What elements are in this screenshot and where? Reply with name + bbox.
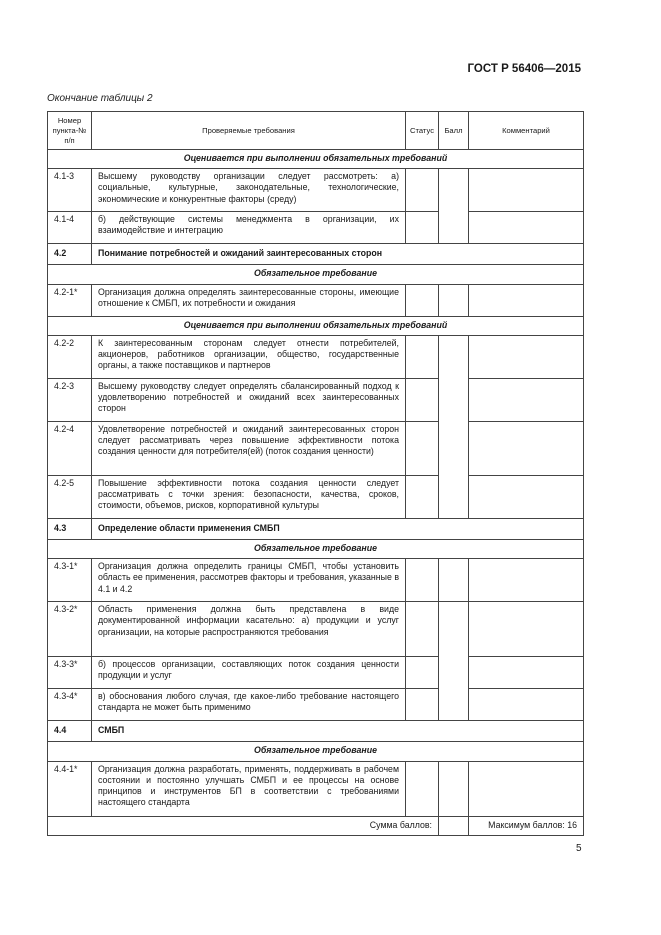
score-cell bbox=[439, 761, 469, 816]
row-number: 4.3-4* bbox=[48, 689, 92, 721]
status-cell bbox=[406, 761, 439, 816]
table-row bbox=[48, 335, 584, 378]
score-cell bbox=[439, 335, 469, 518]
status-cell bbox=[406, 378, 439, 421]
section-row bbox=[48, 316, 584, 335]
comment-cell bbox=[469, 475, 584, 518]
sum-label: Сумма баллов: bbox=[48, 816, 439, 835]
section-title: Оценивается при выполнении обязательных требований bbox=[48, 150, 584, 169]
comment-cell bbox=[469, 761, 584, 816]
sum-value-cell bbox=[439, 816, 469, 835]
chapter-number: 4.2 bbox=[48, 244, 92, 265]
page-number: 5 bbox=[576, 843, 582, 854]
table-row bbox=[48, 284, 584, 316]
table-row bbox=[48, 559, 584, 602]
requirements-table bbox=[47, 111, 584, 836]
score-cell bbox=[439, 602, 469, 721]
section-row bbox=[48, 150, 584, 169]
comment-cell bbox=[469, 421, 584, 475]
section-row bbox=[48, 540, 584, 559]
comment-cell bbox=[469, 169, 584, 212]
row-requirement: Удовлетворение потребностей и ожиданий заинтересованных сторон следует рассматривать через повышение эффективности потока создания ценности для потребителя(ей) (поток создания ценности) bbox=[92, 421, 406, 475]
row-requirement: в) обоснования любого случая, где какое-либо требование настоящего стандарта не может быть применимо bbox=[92, 689, 406, 721]
score-cell bbox=[439, 169, 469, 244]
row-requirement: Организация должна разработать, применять, поддерживать в рабочем состоянии и постоянно улучшать СМБП и ее процессы на основе принципов и инструментов БП в соответствии с требованиями настоящего стандарта bbox=[92, 761, 406, 816]
table-row bbox=[48, 602, 584, 657]
comment-cell bbox=[469, 212, 584, 244]
status-cell bbox=[406, 602, 439, 657]
row-number: 4.2-4 bbox=[48, 421, 92, 475]
table-row bbox=[48, 689, 584, 721]
col-header-score: Балл bbox=[439, 112, 469, 150]
table-caption: Окончание таблицы 2 bbox=[47, 93, 153, 104]
row-number: 4.4-1* bbox=[48, 761, 92, 816]
row-requirement: К заинтересованным сторонам следует отнести потребителей, акционеров, работников организации, общество, государственные органы, а также поставщиков и партнеров bbox=[92, 335, 406, 378]
chapter-row bbox=[48, 244, 584, 265]
table-row bbox=[48, 657, 584, 689]
comment-cell bbox=[469, 559, 584, 602]
row-requirement: Повышение эффективности потока создания ценности следует рассматривать с точки зрения: безопасности, качества, сроков, стоимости, объемов, рисков, корпоративной культуры bbox=[92, 475, 406, 518]
status-cell bbox=[406, 169, 439, 212]
row-number: 4.2-5 bbox=[48, 475, 92, 518]
section-row bbox=[48, 742, 584, 761]
comment-cell bbox=[469, 284, 584, 316]
row-number: 4.2-2 bbox=[48, 335, 92, 378]
comment-cell bbox=[469, 602, 584, 657]
chapter-title: Понимание потребностей и ожиданий заинтересованных сторон bbox=[92, 244, 584, 265]
status-cell bbox=[406, 335, 439, 378]
comment-cell bbox=[469, 689, 584, 721]
table-row bbox=[48, 169, 584, 212]
row-requirement: б) процессов организации, составляющих поток создания ценности продукции и услуг bbox=[92, 657, 406, 689]
status-cell bbox=[406, 689, 439, 721]
table-row bbox=[48, 212, 584, 244]
row-requirement: Высшему руководству организации следует рассмотреть: а) социальные, культурные, законодательные, технологические, экономические и конкурентные факторы (среду) bbox=[92, 169, 406, 212]
chapter-title: Определение области применения СМБП bbox=[92, 518, 584, 539]
row-number: 4.2-1* bbox=[48, 284, 92, 316]
comment-cell bbox=[469, 335, 584, 378]
status-cell bbox=[406, 421, 439, 475]
chapter-number: 4.4 bbox=[48, 721, 92, 742]
comment-cell bbox=[469, 657, 584, 689]
row-number: 4.3-3* bbox=[48, 657, 92, 689]
section-row bbox=[48, 265, 584, 284]
table-row bbox=[48, 475, 584, 518]
row-requirement: Высшему руководству следует определять сбалансированный подход к удовлетворению потребностей и ожиданий всех заинтересованных сторон bbox=[92, 378, 406, 421]
status-cell bbox=[406, 475, 439, 518]
chapter-row bbox=[48, 721, 584, 742]
row-number: 4.3-1* bbox=[48, 559, 92, 602]
table-row bbox=[48, 421, 584, 475]
section-title: Обязательное требование bbox=[48, 265, 584, 284]
score-cell bbox=[439, 559, 469, 602]
status-cell bbox=[406, 559, 439, 602]
score-cell bbox=[439, 284, 469, 316]
max-score: Максимум баллов: 16 bbox=[469, 816, 584, 835]
row-number: 4.1-4 bbox=[48, 212, 92, 244]
comment-cell bbox=[469, 378, 584, 421]
col-header-comment: Комментарий bbox=[469, 112, 584, 150]
row-number: 4.2-3 bbox=[48, 378, 92, 421]
row-number: 4.1-3 bbox=[48, 169, 92, 212]
status-cell bbox=[406, 657, 439, 689]
status-cell bbox=[406, 284, 439, 316]
table-row bbox=[48, 761, 584, 816]
sum-row bbox=[48, 816, 584, 835]
chapter-row bbox=[48, 518, 584, 539]
col-header-number: Номер пункта-№ п/п bbox=[48, 112, 92, 150]
chapter-title: СМБП bbox=[92, 721, 584, 742]
table-row bbox=[48, 378, 584, 421]
section-title: Обязательное требование bbox=[48, 742, 584, 761]
section-title: Оценивается при выполнении обязательных требований bbox=[48, 316, 584, 335]
section-title: Обязательное требование bbox=[48, 540, 584, 559]
row-requirement: Организация должна определять заинтересованные стороны, имеющие отношение к СМБП, их потребности и ожидания bbox=[92, 284, 406, 316]
chapter-number: 4.3 bbox=[48, 518, 92, 539]
row-requirement: Область применения должна быть представлена в виде документированной информации касательно: а) продукции и услуг организации, на которые распространяются требования bbox=[92, 602, 406, 657]
row-number: 4.3-2* bbox=[48, 602, 92, 657]
row-requirement: Организация должна определить границы СМБП, чтобы установить область ее применения, рассмотрев факторы и требования, указанные в 4.1 и 4.2 bbox=[92, 559, 406, 602]
table-header-row bbox=[48, 112, 584, 150]
row-requirement: б) действующие системы менеджмента в организации, их взаимодействие и интеграцию bbox=[92, 212, 406, 244]
status-cell bbox=[406, 212, 439, 244]
col-header-requirements: Проверяемые требования bbox=[92, 112, 406, 150]
col-header-status: Статус bbox=[406, 112, 439, 150]
document-code: ГОСТ Р 56406—2015 bbox=[467, 63, 581, 75]
